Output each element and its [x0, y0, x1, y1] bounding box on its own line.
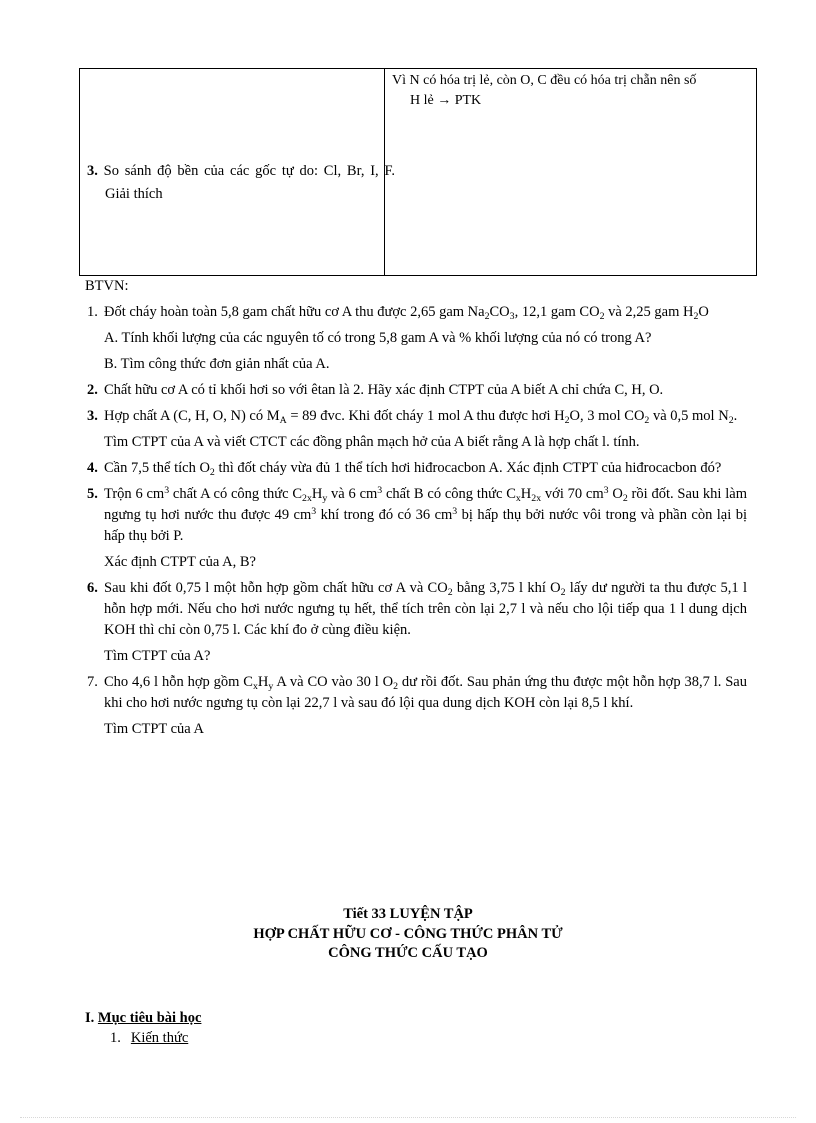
exercise-part-b: B. Tìm công thức đơn giản nhất của A.: [104, 356, 330, 373]
table-row: [80, 69, 757, 276]
exercise-6: [87, 578, 747, 667]
lesson-title-line2: HỢP CHẤT HỮU CƠ - CÔNG THỨC PHÂN TỬ: [253, 925, 563, 942]
exercise-number: 7.: [87, 674, 98, 691]
subsection-heading: 1. Kiến thức: [110, 1030, 189, 1046]
exercise-number: 1.: [87, 304, 98, 320]
exercise-5: [87, 484, 747, 573]
exercise-1: [87, 302, 747, 375]
exercise-text: Chất hữu cơ A có tỉ khối hơi so với êtan là 2. Hãy xác định CTPT của A biết A chỉ chứa C, H, O.: [104, 382, 664, 399]
exercise-followup: Tìm CTPT của A?: [104, 648, 211, 665]
homework-label: BTVN:: [85, 278, 129, 294]
exercise-text: Đốt cháy hoàn toàn 5,8 gam chất hữu cơ A thu được 2,65 gam $Na_2CO_3$, 12,1 gam $CO_2$ và 2,25 gam $H_2O$: [104, 304, 709, 322]
question-text: So sánh độ bền của các gốc tự do: Cl, Br, I, F. Giải thích: [103, 163, 395, 203]
exercise-2: [87, 380, 747, 401]
section-heading: I. Mục tiêu bài học: [85, 1010, 202, 1026]
lesson-title-line3: CÔNG THỨC CẤU TẠO: [328, 945, 488, 962]
table-cell-answer: [385, 69, 757, 276]
exercise-followup: Tìm CTPT của A: [104, 721, 205, 738]
exercise-text: Trộn 6 $cm^3$ chất A có công thức $C_{2x}H_y$ và 6 $cm^3$ chất B có công thức $C_xH_{2x}$ với 70 $cm^3$ $O_2$ rồi đốt. Sau khi làm ngưng tụ hơi nước thu được 49 $cm^3$ khí trong đó có 36 $cm^3$ bị hấp thụ bởi nước vôi trong và phần còn lại bị hấp thụ bởi P.: [104, 485, 747, 545]
exercise-text: Cho 4,6 l hỗn hợp gồm $C_xH_y$ A và CO vào 30 l $O_2$ dư rồi đốt. Sau phản ứng thu được một hỗn hợp 38,7 l. Sau khi cho hơi nước ngưng tụ còn lại 22,7 l và sau đó lội qua dung dịch KOH còn lại 8,5 l khí.: [104, 674, 747, 712]
exercise-4: [87, 458, 747, 479]
exercise-number: 4.: [87, 460, 98, 477]
exercise-number: 5.: [87, 486, 98, 503]
answer-table: [79, 68, 757, 276]
exercise-part-a: A. Tính khối lượng của các nguyên tố có trong 5,8 gam A và % khối lượng của nó có trong A?: [104, 330, 652, 347]
lesson-title: [0, 905, 816, 964]
exercise-7: [87, 672, 747, 740]
exercise-text: Cần 7,5 thể tích $O_2$ thì đốt cháy vừa đủ 1 thể tích hơi hiđrocacbon A. Xác định CTPT của hiđrocacbon đó?: [104, 460, 722, 479]
page-footer-divider: [20, 1117, 796, 1118]
question-number: 3.: [87, 163, 98, 179]
question-3: [87, 160, 395, 206]
exercise-3: [87, 406, 747, 453]
exercise-number: 3.: [87, 408, 98, 425]
table-cell-question: [80, 69, 395, 276]
answer-text: Vì N có hóa trị lẻ, còn O, C đều có hóa trị chẵn nên số H lẻ → PTK: [392, 73, 697, 109]
lesson-title-line1: Tiết 33 LUYỆN TẬP: [343, 906, 473, 922]
exercise-list: [87, 302, 747, 745]
exercise-followup: Tìm CTPT của A và viết CTCT các đồng phân mạch hở của A biết rằng A là hợp chất l. tính.: [104, 434, 640, 451]
exercise-number: 6.: [87, 580, 98, 597]
exercise-text: Sau khi đốt 0,75 l một hỗn hợp gồm chất hữu cơ A và $CO_2$ bằng 3,75 l khí $O_2$ lấy dư người ta thu được 5,1 l hỗn hợp mới. Nếu cho hơi nước ngưng tụ hết, thể tích trên còn lại 2,7 l và nếu cho lội tiếp qua 1 l dung dịch KOH thì chỉ còn 0,75 l. Các khí đo ở cùng điều kiện.: [104, 580, 747, 639]
exercise-followup: Xác định CTPT của A, B?: [104, 554, 256, 571]
exercise-text: Hợp chất A (C, H, O, N) có $M_A = 89$ đvc. Khi đốt cháy 1 mol A thu được hơi $H_2O$, 3 mol $CO_2$ và 0,5 mol $N_2$.: [104, 408, 738, 427]
exercise-number: 2.: [87, 382, 98, 399]
